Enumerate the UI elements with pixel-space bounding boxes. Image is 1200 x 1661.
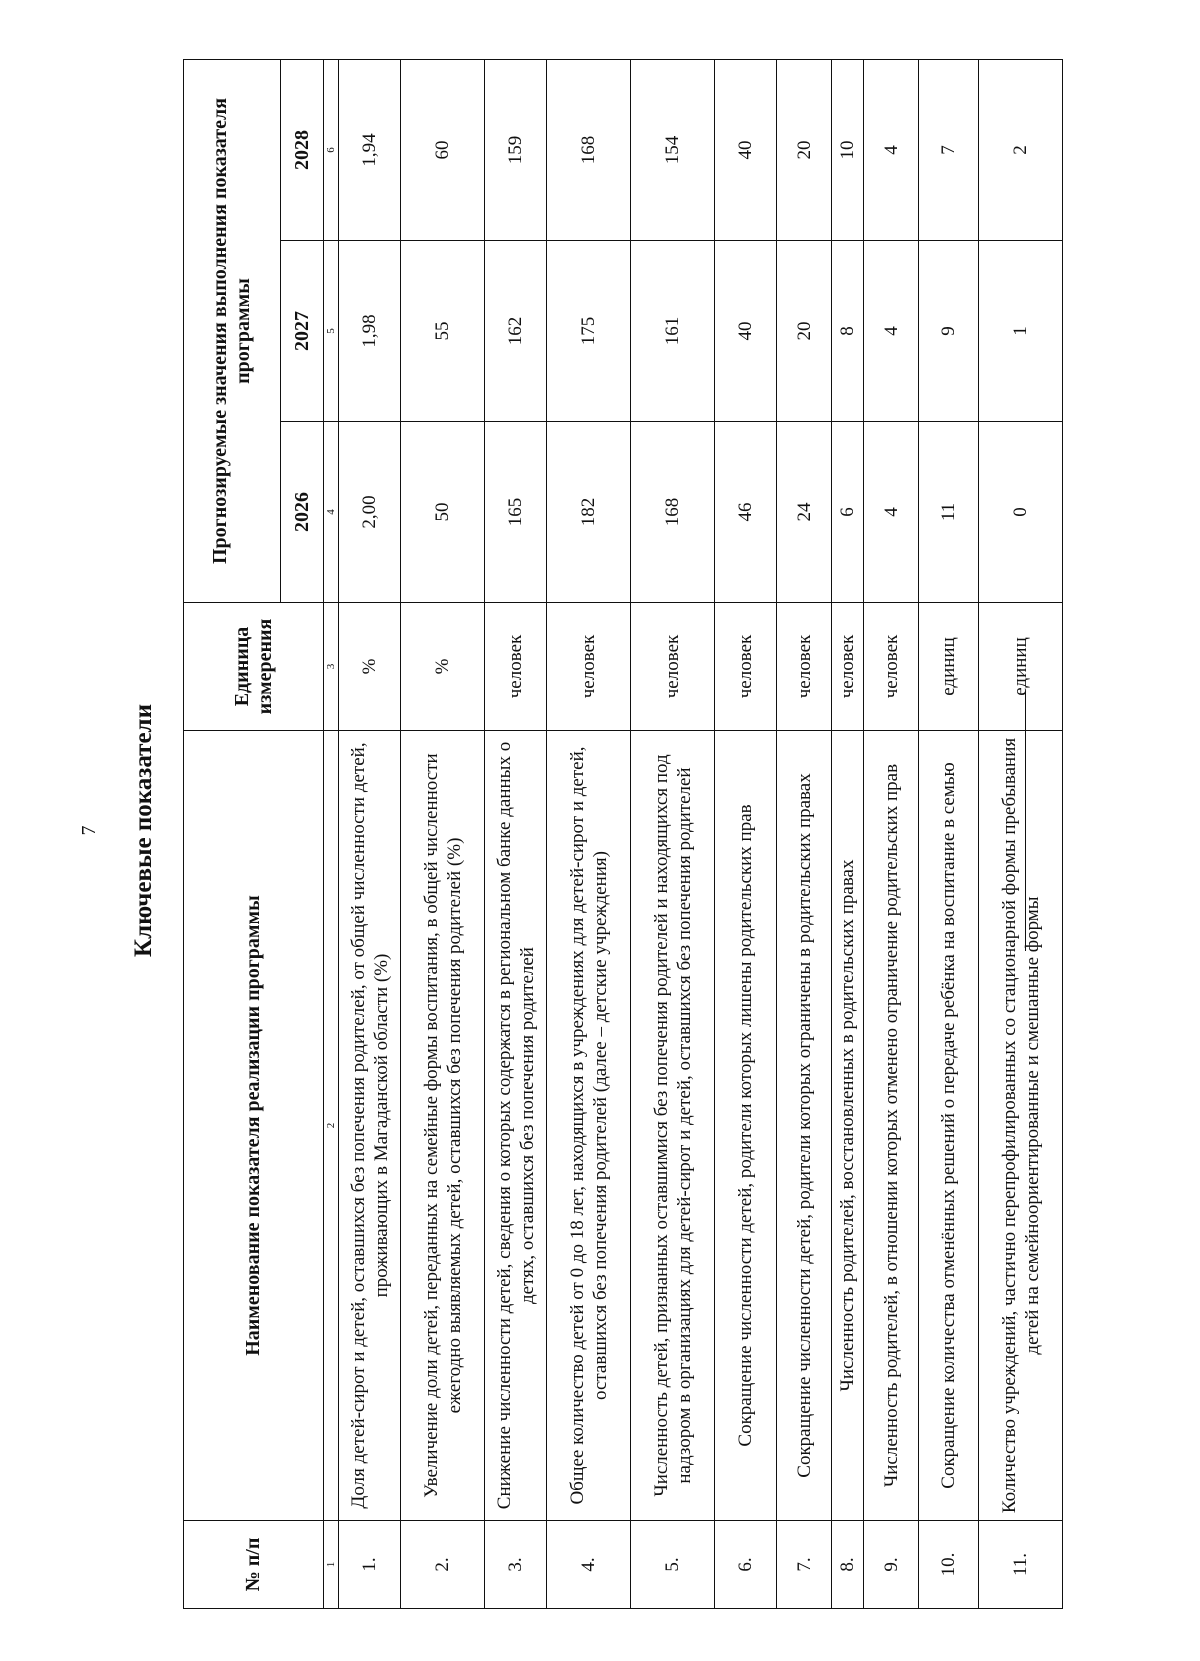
row-number: 2. — [401, 1521, 485, 1609]
header-unit: Единица измерения — [184, 603, 324, 731]
table-row — [485, 59, 547, 1608]
page-number: 7 — [78, 825, 100, 836]
table-row — [401, 59, 485, 1608]
table-row — [832, 59, 864, 1608]
table-row — [715, 59, 777, 1608]
value-2028: 2 — [979, 59, 1063, 240]
value-2026: 182 — [547, 422, 631, 603]
table-row — [777, 59, 832, 1608]
unit-cell: единиц — [979, 603, 1063, 731]
value-2026: 50 — [401, 422, 485, 603]
value-2028: 168 — [547, 59, 631, 240]
table-row — [631, 59, 715, 1608]
column-number: 2 — [324, 731, 339, 1521]
indicators-table-wrapper — [183, 59, 1063, 1609]
row-number: 10. — [919, 1521, 979, 1609]
indicator-name: Увеличение доли детей, переданных на семейные формы воспитания, в общей численности ежегодно выявляемых детей, оставшихся без попечения родителей (%) — [401, 731, 485, 1521]
unit-cell: человек — [485, 603, 547, 731]
indicator-name: Сокращение численности детей, родители которых лишены родительских прав — [715, 731, 777, 1521]
value-2028: 4 — [864, 59, 919, 240]
value-2028: 1,94 — [339, 59, 401, 240]
footer-divider — [1025, 691, 1026, 951]
value-2026: 0 — [979, 422, 1063, 603]
table-row — [339, 59, 401, 1608]
indicator-name: Доля детей-сирот и детей, оставшихся без попечения родителей, от общей численности детей, проживающих в Магаданской области (%) — [339, 731, 401, 1521]
unit-cell: человек — [547, 603, 631, 731]
row-number: 6. — [715, 1521, 777, 1609]
value-2026: 168 — [631, 422, 715, 603]
value-2026: 11 — [919, 422, 979, 603]
value-2028: 20 — [777, 59, 832, 240]
value-2027: 162 — [485, 241, 547, 422]
column-number: 6 — [324, 59, 339, 240]
table-row — [919, 59, 979, 1608]
header-year: 2027 — [281, 241, 324, 422]
value-2026: 165 — [485, 422, 547, 603]
value-2028: 10 — [832, 59, 864, 240]
header-year: 2026 — [281, 422, 324, 603]
value-2026: 6 — [832, 422, 864, 603]
value-2028: 154 — [631, 59, 715, 240]
value-2027: 8 — [832, 241, 864, 422]
unit-cell: человек — [777, 603, 832, 731]
table-row — [547, 59, 631, 1608]
value-2028: 40 — [715, 59, 777, 240]
value-2026: 24 — [777, 422, 832, 603]
row-number: 4. — [547, 1521, 631, 1609]
value-2028: 159 — [485, 59, 547, 240]
column-number: 3 — [324, 603, 339, 731]
header-name: Наименование показателя реализации программы — [184, 731, 324, 1521]
column-number: 4 — [324, 422, 339, 603]
unit-cell: человек — [864, 603, 919, 731]
value-2027: 1 — [979, 241, 1063, 422]
unit-cell: человек — [832, 603, 864, 731]
indicator-name: Количество учреждений, частично перепрофилированных со стационарной формы пребывания детей на семейноориентированные и смешанные формы — [979, 731, 1063, 1521]
column-number: 5 — [324, 241, 339, 422]
value-2027: 20 — [777, 241, 832, 422]
indicator-name: Численность детей, признанных оставшимися без попечения родителей и находящихся под надзором в организациях для детей-сирот и детей, оставшихся без попечения родителей — [631, 731, 715, 1521]
value-2027: 175 — [547, 241, 631, 422]
value-2027: 4 — [864, 241, 919, 422]
indicator-name: Численность родителей, в отношении которых отменено ограничение родительских прав — [864, 731, 919, 1521]
table-body — [324, 59, 1063, 1608]
header-num: № п/п — [184, 1521, 324, 1609]
column-number-row — [324, 59, 339, 1608]
value-2028: 7 — [919, 59, 979, 240]
unit-cell: человек — [631, 603, 715, 731]
indicator-name: Общее количество детей от 0 до 18 лет, находящихся в учреждениях для детей-сирот и детей, оставшихся без попечения родителей (далее – детские учреждения) — [547, 731, 631, 1521]
value-2027: 9 — [919, 241, 979, 422]
unit-cell: человек — [715, 603, 777, 731]
row-number: 8. — [832, 1521, 864, 1609]
indicator-name: Сокращение количества отменённых решений о передаче ребёнка на воспитание в семью — [919, 731, 979, 1521]
header-year: 2028 — [281, 59, 324, 240]
indicator-name: Численность родителей, восстановленных в родительских правах — [832, 731, 864, 1521]
value-2026: 4 — [864, 422, 919, 603]
unit-cell: % — [401, 603, 485, 731]
value-2027: 40 — [715, 241, 777, 422]
value-2026: 2,00 — [339, 422, 401, 603]
row-number: 3. — [485, 1521, 547, 1609]
value-2028: 60 — [401, 59, 485, 240]
indicator-name: Снижение численности детей, сведения о которых содержатся в региональном банке данных о детях, оставшихся без попечения родителей — [485, 731, 547, 1521]
value-2027: 1,98 — [339, 241, 401, 422]
row-number: 7. — [777, 1521, 832, 1609]
table-row — [979, 59, 1063, 1608]
table-row — [864, 59, 919, 1608]
indicators-table — [183, 59, 1063, 1609]
unit-cell: единиц — [919, 603, 979, 731]
value-2026: 46 — [715, 422, 777, 603]
row-number: 11. — [979, 1521, 1063, 1609]
row-number: 1. — [339, 1521, 401, 1609]
row-number: 5. — [631, 1521, 715, 1609]
unit-cell: % — [339, 603, 401, 731]
indicator-name: Сокращение численности детей, родители которых ограничены в родительских правах — [777, 731, 832, 1521]
column-number: 1 — [324, 1521, 339, 1609]
header-forecast: Прогнозируемые значения выполнения показателя программы — [184, 59, 281, 602]
row-number: 9. — [864, 1521, 919, 1609]
value-2027: 161 — [631, 241, 715, 422]
value-2027: 55 — [401, 241, 485, 422]
page-title: Ключевые показатели — [130, 704, 157, 958]
